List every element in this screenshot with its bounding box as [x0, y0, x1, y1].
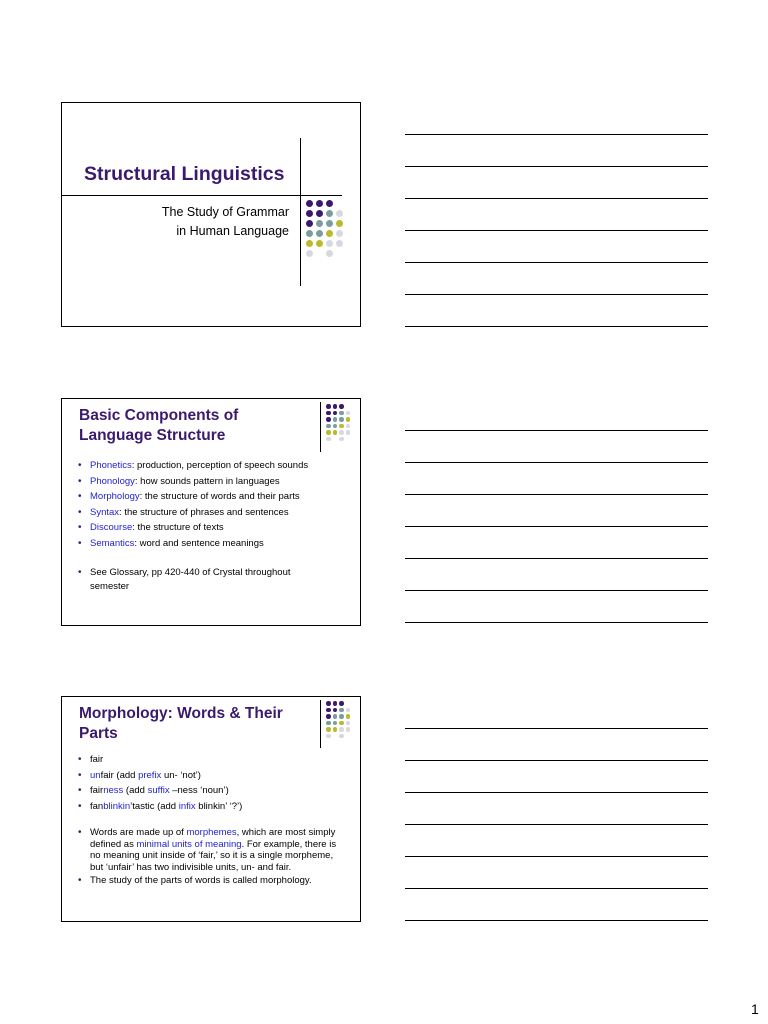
- dot: [336, 210, 343, 217]
- note-line: [405, 294, 708, 295]
- note-line: [405, 824, 708, 825]
- note-line: [405, 888, 708, 889]
- note-line: [405, 792, 708, 793]
- dot: [326, 424, 331, 429]
- dot: [336, 240, 343, 247]
- dot: [306, 230, 313, 237]
- slide-title: [79, 704, 283, 744]
- dot: [346, 411, 351, 416]
- note-line: [405, 920, 708, 921]
- dot: [336, 220, 343, 227]
- component-list: [76, 458, 308, 552]
- note-line: [405, 134, 708, 135]
- list-item: • Words are made up of morphemes, which are most simply defined as minimal units of meaning. For example, there is no meaning unit inside of ‘fair,’ so it is a single morpheme, but ‘unfair’ has two indivisible units, un- and fair.: [76, 827, 338, 873]
- dot: [316, 220, 323, 227]
- dot: [339, 437, 344, 442]
- dot: [333, 708, 338, 713]
- dot: [326, 250, 333, 257]
- subtitle-line: in Human Language: [176, 224, 289, 238]
- dot: [346, 424, 351, 429]
- dot: [346, 721, 351, 726]
- dot: [339, 734, 344, 739]
- dot: [306, 200, 313, 207]
- note-line: [405, 622, 708, 623]
- term: Discourse: [90, 522, 133, 534]
- dot: [339, 417, 344, 422]
- dot: [326, 411, 331, 416]
- slide-title: [79, 406, 238, 446]
- list-item: [76, 520, 308, 536]
- dot: [306, 210, 313, 217]
- note-line: [405, 760, 708, 761]
- dot: [333, 411, 338, 416]
- dot: [326, 721, 331, 726]
- example-list: [76, 752, 242, 814]
- slide-subtitle: [162, 203, 289, 241]
- list-item: [76, 489, 308, 505]
- definition: : the structure of texts: [132, 522, 224, 534]
- dot: [339, 701, 344, 706]
- dot: [306, 250, 313, 257]
- dot: [326, 230, 333, 237]
- slide-title: Structural Linguistics: [84, 163, 285, 185]
- vertical-rule: [320, 402, 321, 452]
- dot: [316, 200, 323, 207]
- title-line: Morphology: Words & Their: [79, 705, 283, 722]
- dot: [339, 721, 344, 726]
- vertical-rule: [320, 700, 321, 748]
- term: Syntax: [90, 506, 120, 518]
- slide-3: [61, 696, 361, 922]
- dot: [316, 210, 323, 217]
- dot: [326, 200, 333, 207]
- list-item: [76, 505, 308, 521]
- definition: : production, perception of speech sounds: [131, 460, 309, 471]
- dot: [326, 727, 331, 732]
- list-item: • fair: [76, 752, 242, 768]
- dot: [326, 210, 333, 217]
- dot: [333, 424, 338, 429]
- dot: [346, 417, 351, 422]
- page-number: 1: [751, 1001, 759, 1017]
- dot: [333, 417, 338, 422]
- note-line: [405, 558, 708, 559]
- list-item: • fairness (add suffix –ness ‘noun’): [76, 783, 242, 799]
- dot: [306, 220, 313, 227]
- dot: [339, 430, 344, 435]
- dot: [326, 708, 331, 713]
- dot: [316, 240, 323, 247]
- dot: [326, 714, 331, 719]
- dot: [339, 727, 344, 732]
- dot: [339, 708, 344, 713]
- dot: [339, 424, 344, 429]
- horizontal-rule: [62, 195, 342, 196]
- note-line: [405, 198, 708, 199]
- dot: [333, 727, 338, 732]
- vertical-rule: [300, 138, 301, 286]
- glossary-note: [76, 566, 291, 593]
- dot: [326, 220, 333, 227]
- dot: [333, 701, 338, 706]
- note-line: [405, 526, 708, 527]
- dot: [333, 430, 338, 435]
- dot: [326, 240, 333, 247]
- list-item: [76, 474, 308, 490]
- note-line: [405, 728, 708, 729]
- dot: [326, 701, 331, 706]
- list-item: • The study of the parts of words is called morphology.: [76, 875, 338, 887]
- note-line: [405, 856, 708, 857]
- dot: [326, 417, 331, 422]
- dot: [326, 437, 331, 442]
- title-line: Parts: [79, 725, 118, 742]
- note-line: [405, 462, 708, 463]
- note-line: [405, 230, 708, 231]
- list-item: [76, 536, 308, 552]
- title-line: Language Structure: [79, 427, 226, 444]
- dot: [326, 404, 331, 409]
- note-line: [405, 166, 708, 167]
- note-line: [405, 326, 708, 327]
- list-item: • See Glossary, pp 420-440 of Crystal throughout semester: [76, 566, 291, 593]
- dot: [306, 240, 313, 247]
- slide-2: [61, 398, 361, 626]
- dot: [336, 230, 343, 237]
- dot: [333, 714, 338, 719]
- dot: [339, 411, 344, 416]
- dot: [339, 714, 344, 719]
- dot: [326, 430, 331, 435]
- term: Phonology: [90, 475, 135, 487]
- definition: : the structure of phrases and sentences: [119, 506, 289, 518]
- explanation-list: [76, 827, 338, 887]
- subtitle-line: The Study of Grammar: [161, 205, 289, 219]
- term: Morphology: [90, 491, 140, 503]
- term: Phonetics: [90, 460, 132, 471]
- definition: : word and sentence meanings: [134, 537, 264, 549]
- dot: [346, 708, 351, 713]
- list-item: • unfair (add prefix un- ‘not’): [76, 768, 242, 784]
- definition: : the structure of words and their parts: [139, 491, 300, 503]
- definition: : how sounds pattern in languages: [134, 475, 280, 487]
- term: Semantics: [90, 537, 135, 549]
- dot: [346, 430, 351, 435]
- dot: [346, 727, 351, 732]
- note-line: [405, 494, 708, 495]
- dot: [333, 404, 338, 409]
- slide-1: [61, 102, 361, 327]
- list-item: [76, 458, 308, 474]
- note-line: [405, 262, 708, 263]
- dot: [326, 734, 331, 739]
- note-line: [405, 430, 708, 431]
- list-item: • fanblinkin’tastic (add infix blinkin’ ‘?’): [76, 799, 242, 815]
- dot: [346, 714, 351, 719]
- title-line: Basic Components of: [79, 407, 239, 424]
- dot: [333, 721, 338, 726]
- note-line: [405, 590, 708, 591]
- dot: [339, 404, 344, 409]
- dot: [316, 230, 323, 237]
